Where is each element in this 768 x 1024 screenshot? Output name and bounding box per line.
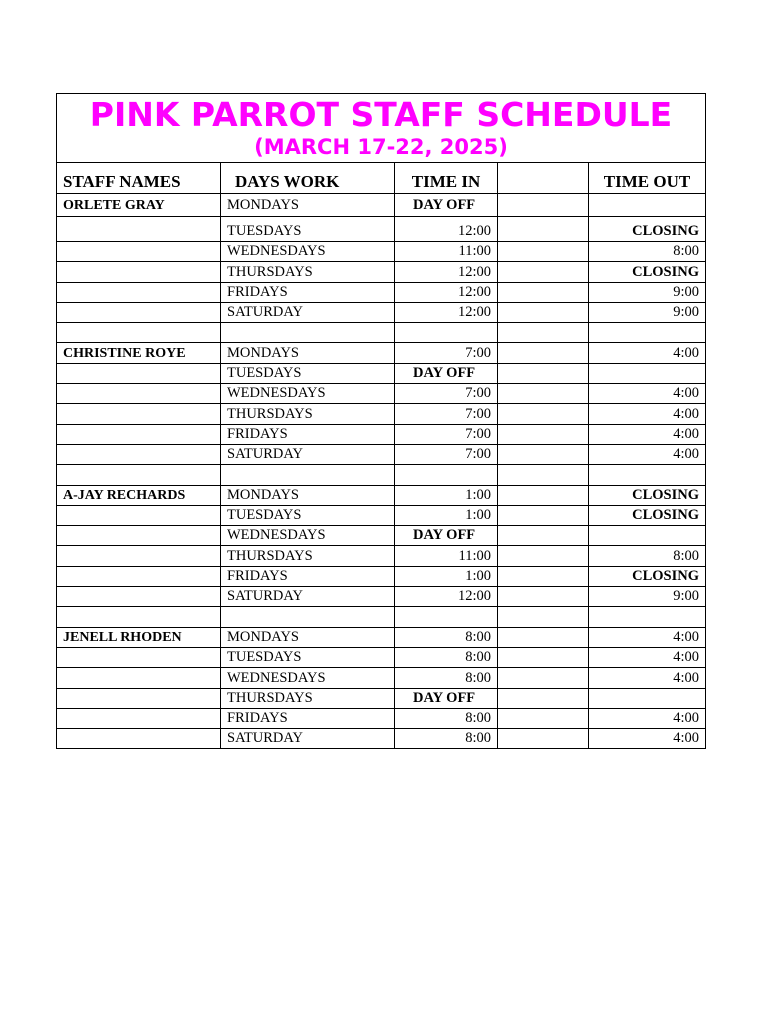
time-out-cell: 4:00 [589,668,706,688]
day-cell: WEDNESDAYS [221,242,395,262]
table-row [57,566,706,586]
title-row [57,94,706,163]
blank-cell [498,302,589,322]
day-cell: WEDNESDAYS [221,384,395,404]
spacer-cell [498,607,589,627]
staff-name-blank [57,505,221,525]
table-row [57,485,706,505]
time-in-cell: 8:00 [395,627,498,647]
day-off-label: DAY OFF [395,363,498,383]
time-out-cell [589,363,706,383]
blank-cell [498,505,589,525]
time-out-cell: 8:00 [589,546,706,566]
day-cell: THURSDAYS [221,404,395,424]
page-title: PINK PARROT STAFF SCHEDULE [89,95,673,134]
spacer-row [57,465,706,485]
spacer-cell [57,465,221,485]
time-out-cell: 4:00 [589,627,706,647]
time-in-cell: 8:00 [395,729,498,749]
spacer-cell [57,607,221,627]
header-time-in: TIME IN [395,163,498,194]
day-cell: TUESDAYS [221,647,395,667]
table-row [57,282,706,302]
spacer-cell [221,465,395,485]
time-in-cell: 12:00 [395,587,498,607]
time-out-cell: 9:00 [589,587,706,607]
time-out-cell: 4:00 [589,343,706,363]
day-cell: SATURDAY [221,587,395,607]
table-row [57,363,706,383]
spacer-cell [395,323,498,343]
staff-name: JENELL RHODEN [57,627,221,647]
spacer-cell [395,465,498,485]
staff-name: ORLETE GRAY [57,194,221,217]
table-row [57,302,706,322]
time-out-cell: 4:00 [589,424,706,444]
time-in-cell: 12:00 [395,302,498,322]
time-out-cell: 4:00 [589,384,706,404]
day-cell: WEDNESDAYS [221,668,395,688]
staff-name-blank [57,363,221,383]
table-row [57,647,706,667]
blank-cell [498,424,589,444]
day-cell: FRIDAYS [221,282,395,302]
day-cell: TUESDAYS [221,217,395,242]
table-row [57,688,706,708]
blank-cell [498,688,589,708]
table-row [57,262,706,282]
staff-name-blank [57,729,221,749]
page-subtitle: (MARCH 17-22, 2025) [254,135,508,159]
blank-cell [498,282,589,302]
time-out-cell [589,688,706,708]
blank-cell [498,647,589,667]
time-in-cell: 7:00 [395,343,498,363]
day-off-label: DAY OFF [395,194,498,217]
spacer-cell [221,323,395,343]
day-off-label: DAY OFF [395,688,498,708]
time-in-cell: 1:00 [395,566,498,586]
blank-cell [498,668,589,688]
time-in-cell: 12:00 [395,282,498,302]
time-out-cell: 8:00 [589,242,706,262]
staff-name-blank [57,587,221,607]
blank-cell [498,404,589,424]
table-row [57,526,706,546]
header-staff-names: STAFF NAMES [57,163,221,194]
time-out-cell: 4:00 [589,729,706,749]
time-out-cell [589,526,706,546]
table-row [57,424,706,444]
blank-cell [498,587,589,607]
day-cell: FRIDAYS [221,708,395,728]
staff-name-blank [57,688,221,708]
time-in-cell: 8:00 [395,708,498,728]
table-row [57,242,706,262]
time-in-cell: 7:00 [395,444,498,464]
day-cell: MONDAYS [221,343,395,363]
day-cell: TUESDAYS [221,363,395,383]
time-out-cell: 4:00 [589,708,706,728]
title-cell [57,94,706,163]
table-row [57,194,706,217]
staff-name-blank [57,647,221,667]
blank-cell [498,627,589,647]
time-in-cell: 7:00 [395,384,498,404]
blank-cell [498,708,589,728]
table-row [57,729,706,749]
blank-cell [498,384,589,404]
day-cell: SATURDAY [221,729,395,749]
staff-name-blank [57,424,221,444]
staff-name-blank [57,668,221,688]
day-cell: FRIDAYS [221,424,395,444]
table-row [57,217,706,242]
blank-cell [498,262,589,282]
blank-cell [498,217,589,242]
table-row [57,587,706,607]
day-cell: THURSDAYS [221,546,395,566]
time-in-cell: 11:00 [395,242,498,262]
day-cell: FRIDAYS [221,566,395,586]
blank-cell [498,485,589,505]
day-cell: SATURDAY [221,444,395,464]
time-out-cell: 4:00 [589,404,706,424]
time-out-cell: 4:00 [589,444,706,464]
day-cell: THURSDAYS [221,262,395,282]
blank-cell [498,194,589,217]
time-in-cell: 12:00 [395,262,498,282]
time-out-cell: CLOSING [589,262,706,282]
blank-cell [498,546,589,566]
time-out-cell: CLOSING [589,217,706,242]
day-cell: WEDNESDAYS [221,526,395,546]
time-out-cell: CLOSING [589,505,706,525]
staff-name-blank [57,566,221,586]
blank-cell [498,566,589,586]
staff-name-blank [57,526,221,546]
header-row [57,163,706,194]
staff-name-blank [57,546,221,566]
day-cell: MONDAYS [221,194,395,217]
table-row [57,384,706,404]
spacer-cell [589,607,706,627]
day-off-label: DAY OFF [395,526,498,546]
staff-name-blank [57,708,221,728]
header-time-out: TIME OUT [589,163,706,194]
time-out-cell: CLOSING [589,485,706,505]
staff-name-blank [57,217,221,242]
blank-cell [498,363,589,383]
day-cell: MONDAYS [221,485,395,505]
time-out-cell [589,194,706,217]
table-row [57,546,706,566]
table-row [57,444,706,464]
day-cell: THURSDAYS [221,688,395,708]
time-in-cell: 8:00 [395,647,498,667]
blank-cell [498,343,589,363]
time-in-cell: 8:00 [395,668,498,688]
time-out-cell: 9:00 [589,302,706,322]
staff-name-blank [57,384,221,404]
time-in-cell: 7:00 [395,404,498,424]
header-blank [498,163,589,194]
staff-name-blank [57,444,221,464]
time-in-cell: 1:00 [395,505,498,525]
table-row [57,668,706,688]
time-in-cell: 1:00 [395,485,498,505]
blank-cell [498,526,589,546]
table-row [57,343,706,363]
spacer-cell [589,465,706,485]
spacer-cell [57,323,221,343]
spacer-row [57,607,706,627]
table-row [57,708,706,728]
staff-name-blank [57,242,221,262]
staff-name-blank [57,302,221,322]
spacer-cell [498,323,589,343]
table-row [57,627,706,647]
time-out-cell: CLOSING [589,566,706,586]
time-out-cell: 9:00 [589,282,706,302]
blank-cell [498,242,589,262]
day-cell: MONDAYS [221,627,395,647]
staff-name: A-JAY RECHARDS [57,485,221,505]
spacer-row [57,323,706,343]
time-in-cell: 12:00 [395,217,498,242]
staff-name-blank [57,282,221,302]
spacer-cell [498,465,589,485]
header-days-work: DAYS WORK [221,163,395,194]
table-row [57,404,706,424]
spacer-cell [589,323,706,343]
time-in-cell: 7:00 [395,424,498,444]
day-cell: TUESDAYS [221,505,395,525]
spacer-cell [395,607,498,627]
blank-cell [498,729,589,749]
schedule-table [56,93,706,749]
blank-cell [498,444,589,464]
staff-name: CHRISTINE ROYE [57,343,221,363]
time-in-cell: 11:00 [395,546,498,566]
table-row [57,505,706,525]
spacer-cell [221,607,395,627]
time-out-cell: 4:00 [589,647,706,667]
staff-name-blank [57,262,221,282]
staff-name-blank [57,404,221,424]
day-cell: SATURDAY [221,302,395,322]
